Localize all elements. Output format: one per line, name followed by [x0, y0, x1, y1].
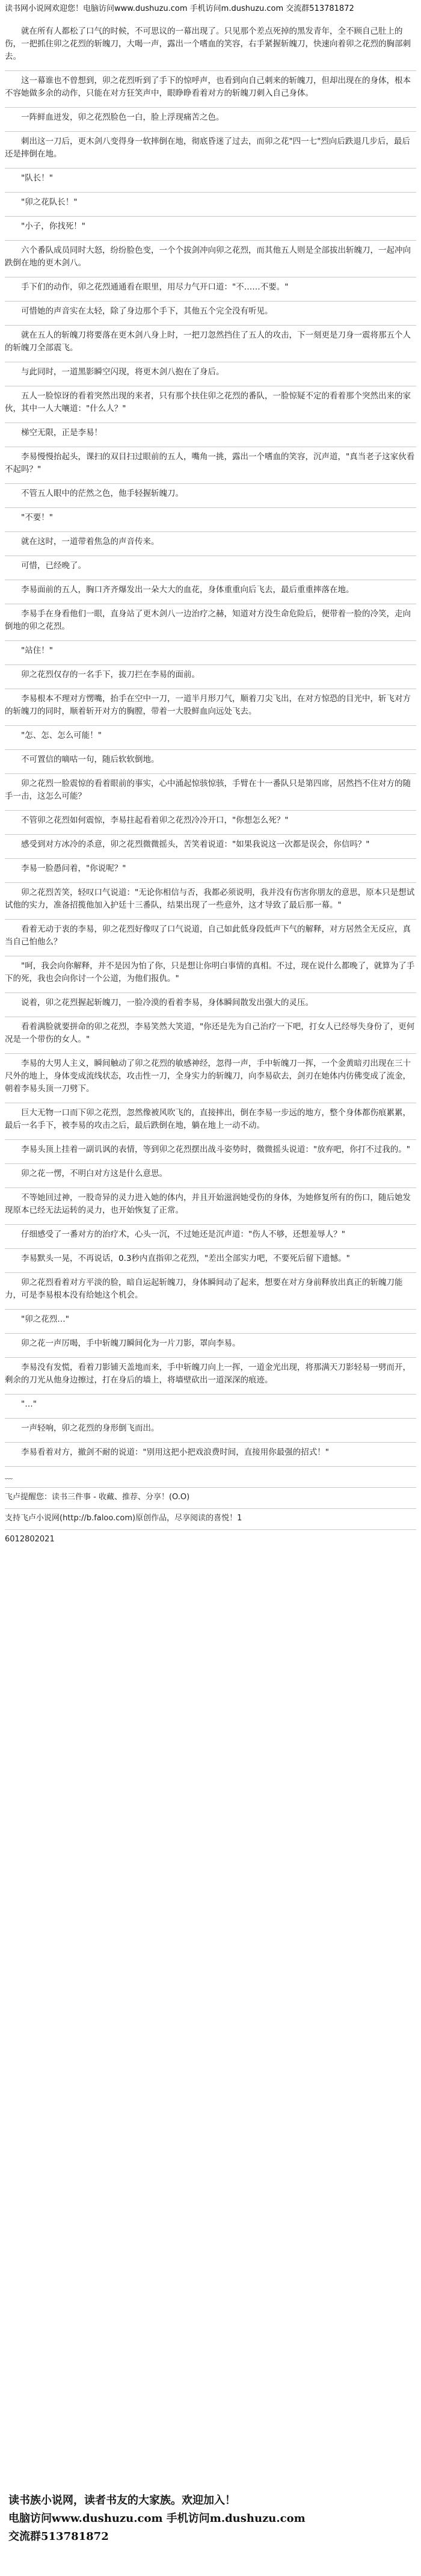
paragraph: 这一幕谁也不曾想到，卯之花烈听到了手下的惊呼声，也看到向自己刺来的斩魄刀，但却出现在的身体，根本不容她做多余的动作，只能在对方狂笑声中，眼睁睁看着对方的斩魄刀刺入自己身体。	[5, 71, 416, 108]
paragraph: 仔细感受了一番对方的治疗术，心头一沉，不过她还是沉声道："伤人不够，还想羞辱人？"	[5, 1225, 416, 1249]
paragraph: "怎、怎、怎么可能！"	[5, 726, 416, 750]
paragraph: 李易头顶上挂着一副讥讽的表情，等到卯之花烈摆出战斗姿势时，微微摇头说道："放弃吧，你打不过我的。"	[5, 1140, 416, 1164]
paragraph: 手下们的动作，卯之花烈通通看在眼里，用尽力气开口道："不……不要。"	[5, 277, 416, 302]
paragraph: 卯之花烈看着对方平淡的脸，暗自运起斩魄刀，身体瞬间动了起来，想要在对方身前释放出真正的斩魄刀能力，可是李易根本没有给她这个机会。	[5, 1273, 416, 1310]
paragraph: "…"	[5, 1395, 416, 1419]
paragraph: 不等她回过神，一股奇异的灵力进入她的体内，并且开始滋润她受伤的身体，为她修复所有的伤口，随后她发现原本已经无法运转的灵力，也开始恢复了正常。	[5, 1188, 416, 1225]
paragraph: 李易根本不理对方愣嘴，抬手在空中一刀，一道半月形刀气，顺着刀尖飞出，在对方惊恐的目光中，斩飞对方的斩魄刀的同时，顺着斩开对方的胸膛，带着一大股鲜血向远处飞去。	[5, 689, 416, 726]
paragraph: 李易看着对方，撤剑不耐的说道："别用这把小把戏浪费时间，直接用你最强的招式！"	[5, 1443, 416, 1467]
paragraph: 卯之花烈仅存的一名手下，拔刀拦在李易的面前。	[5, 665, 416, 689]
paragraph: 卯之花一愣，不明白对方这是什么意思。	[5, 1164, 416, 1188]
footer-group: 交流群513781872	[8, 2530, 109, 2543]
paragraph: "小子，你找死！"	[5, 217, 416, 241]
paragraph: "卯之花烈…"	[5, 1310, 416, 1334]
paragraph: 看着满脸就要拼命的卯之花烈，李易笑然大笑道，"你还是先为自己治疗一下吧，打女人已经辱失身份了，更何况是一个带伤的女人。"	[5, 1017, 416, 1054]
paragraph: 梯空无限，正是李易！	[5, 423, 416, 447]
paragraph: 卯之花烈苦笑，轻叹口气说道："无论你相信与否，我都必须说明，我并没有伤害你朋友的意思，原本只是想试试他的实力，准备招揽他加入护廷十三番队，结果出现了一些意外，这才导致了最后那一幕。"	[5, 883, 416, 920]
paragraph: 李易手在身看他们一眼，直身站了更木剑八一边治疗之赫，知道对方没生命危险后，便带着一脸的冷笑，走向倒地的卯之花烈。	[5, 604, 416, 641]
paragraph: "站住！"	[5, 641, 416, 665]
paragraph: "卯之花队长！"	[5, 193, 416, 217]
paragraph: 就在所有人都松了口气的时候，不可思议的一幕出现了。只见那个差点死掉的黑发青年，全不顾自己肚上的伤，一把抓住卯之花烈的斩魄刀，大喝一声，露出一个嗜血的笑容，右手紧握斩魄刀，快速向着卯之花烈的胸部刺去。	[5, 22, 416, 71]
paragraph: 就在五人的斩魄刀将要落在更木剑八身上时，一把刀忽然挡住了五人的攻击，下一刻更是刀身一震将那五个人的斩魄刀全部震飞。	[5, 326, 416, 362]
paragraph: 就在这时，一道带着焦急的声音传来。	[5, 532, 416, 556]
paragraph: 李易的大男人主义，瞬间触动了卯之花烈的敏感神经，忽得一声，手中斩魄刀一挥，一个金黄暗刃出现在三十尺外的地上，身体变成流线状态，攻击性一刀，全身实力的斩魄刀，向李易砍去，剑刃在她体内仿佛变成了流金，朝着李易头顶一刀劈下。	[5, 1054, 416, 1103]
paragraph: 五人一脸惊讶的看着突然出现的来者，只有那个扶住卯之花烈的番队，一脸惊疑不定的看着那个突然出来的家伙，其中一人大嚷道："什么人？"	[5, 386, 416, 423]
paragraph: "不要！"	[5, 508, 416, 532]
paragraph: 刺出这一刀后，更木剑八变得身一软摔倒在地，彻底昏迷了过去，而卯之花"四一七"烈向后跌退几步后，最后还是摔倒在地。	[5, 132, 416, 169]
paragraph: 李易一脸愚问着，"你说呢？"	[5, 859, 416, 883]
paragraph: 不管五人眼中的茫然之色，他手轻握斩魄刀。	[5, 484, 416, 508]
paragraph: 李易慢慢抬起头，课扫的双目扫过眼前的五人，嘴角一挑，露出一个嗜血的笑容，沉声道，"真当老子这家伙看不起吗？"	[5, 447, 416, 484]
paragraph: 一阵鲜血迸发，卯之花烈脸色一白，脸上浮现痛苦之色。	[5, 108, 416, 132]
paragraph: "呵，我会向你解释，并不是因为怕了你，只是想让你明白事情的真相。不过，现在说什么都晚了，就算为了手下的死，我也会向你讨一个公道，为他们报仇。"	[5, 956, 416, 993]
paragraph: 不管卯之花烈如何震惊，李易拄起看着卯之花烈冷冷开口，"你想怎么死？"	[5, 811, 416, 835]
paragraph: 不可置信的嘀咕一句，随后软软倒地。	[5, 750, 416, 774]
paragraph: 可惜她的声音实在太轻，除了身边那个手下，其他五个完全没有听见。	[5, 302, 416, 326]
paragraph: 看着无动于衷的李易，卯之花烈好像叹了口气说道，自己如此低身段低声下气的解释，对方居然全无反应，真当自己怕他么？	[5, 920, 416, 956]
chapter-meta-line1: 飞卢提醒您：读书三件事 - 收藏、推荐、分享！(O.O)	[5, 1488, 416, 1509]
site-footer	[8, 2492, 413, 2546]
chapter-meta-separator: ﹏	[5, 1467, 416, 1488]
paragraph: 李易没有发慌，看着刀影铺天盖地而来，手中斩魄刀向上一挥，一道金光出现，将那满天刀影轻易一劈而开，剩余的刀光从他身边擦过，打在身后的墙上，将墙壁砍出一道深深的痕迹。	[5, 1358, 416, 1395]
footer-slogan: 读书族小说网，读者书友的大家族。欢迎加入！	[8, 2494, 236, 2507]
paragraph: 李易面前的五人，胸口齐齐爆发出一朵大大的血花，身体重重向后飞去，最后重重摔落在地。	[5, 580, 416, 604]
chapter-meta-line3: 6012802021	[5, 1535, 55, 1544]
paragraph: 说着，卯之花烈握起斩魄刀，一脸冷漠的看着李易，身体瞬间散发出强大的灵压。	[5, 993, 416, 1017]
paragraph: 可惜，已经晚了。	[5, 556, 416, 580]
footer-urls: 电脑访问www.dushuzu.com 手机访问m.dushuzu.com	[8, 2512, 306, 2525]
site-header: 读书网小说网欢迎您！电脑访问www.dushuzu.com 手机访问m.dushuzu.com 交流群513781872	[5, 4, 354, 13]
paragraph: 感受到对方冰冷的杀意，卯之花烈微微摇头，苦笑着说道："如果我说这一次都是误会，你信吗？"	[5, 835, 416, 859]
paragraph: 卯之花一声厉喝，手中斩魄刀瞬间化为一片刀影，罩向李易。	[5, 1334, 416, 1358]
paragraph: 李易默头一晃，不再说话，0.3秒内直指卯之花烈，"差出全部实力吧，不要死后留下遗憾。"	[5, 1249, 416, 1273]
paragraph: 一声轻响，卯之花烈的身形倒飞而出。	[5, 1419, 416, 1443]
paragraph: 与此同时，一道黑影瞬空闪现，将更木剑八抱在了身后。	[5, 362, 416, 386]
paragraph: 巨大无物一口而下卯之花烈，忽然像被风吹飞的，直接摔出，倒在李易一步远的地方，整个身体都伤痕累累，最后一名手下，被李易的攻击之后，最后跌倒在地，躺在地上一动不动。	[5, 1103, 416, 1140]
paragraph: 卯之花烈一脸震惊的看着眼前的事实，心中涌起惊骇惊骇，手臂在十一番队只是第四席，居然挡不住对方的随手一击，这怎么可能？	[5, 774, 416, 811]
chapter-body	[5, 22, 416, 1550]
paragraph: 六个番队成员同时大怒，纷纷脸色变，一个个拔剑冲向卯之花烈，而其他五人则是全部拔出斩魄刀，一起冲向跌倒在地的更木剑八。	[5, 241, 416, 277]
paragraph: "队长！"	[5, 169, 416, 193]
chapter-meta-line2: 支持飞卢小说网(http://b.faloo.com)原创作品，尽享阅读的喜悦！1	[5, 1509, 416, 1530]
